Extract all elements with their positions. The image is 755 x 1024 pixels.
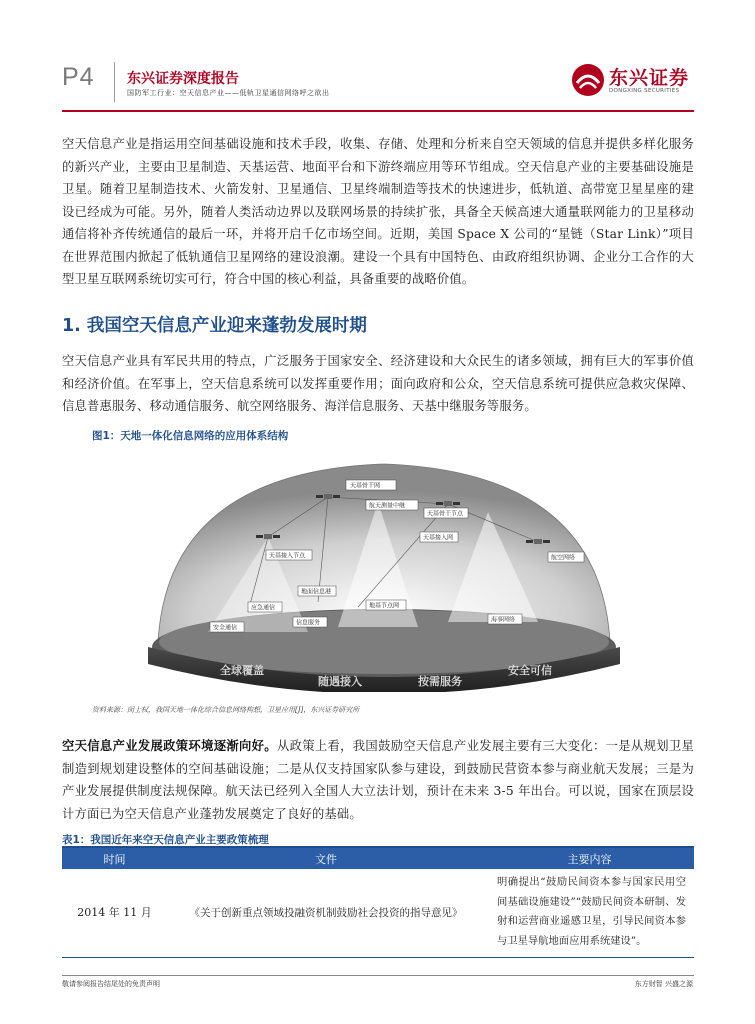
intro-paragraph: 空天信息产业是指运用空间基础设施和技术手段，收集、存储、处理和分析来自空天领域的信息并提供多样化服务的新兴产业，主要由卫星制造、天基运营、地面平台和下游终端应用等环节组成。空天信息产业的主要基础设施是卫星。随着卫星制造技术、火箭发射、卫星通信、卫星终端制造等技术的快速进步，低轨道、高带宽卫星星座的建设已经成为可能。另外，随着人类活动边界以及联网场景的持续扩张，具备全天候高速大通量联网能力的卫星移动通信将补齐传统通信的最后一环，并将开启千亿市场空间。近期，美国 Space X 公司的“星链（Star Link）”项目在世界范围内掀起了低轨通信卫星网络的建设浪潮。建设一个具有中国特色、由政府组织协调、企业分工合作的大型卫星互联网系统切实可行，符合中国的核心利益，具备重要的战略价值。: [62, 137, 694, 286]
figure-caption: 图1：天地一体化信息网络的应用体系结构: [92, 430, 289, 442]
label-emergency: 应急通信: [251, 604, 276, 612]
cell-main: 明确提出“鼓励民间资本参与国家民用空间基础设施建设”“鼓励民间资本研制、发射和运营商业遥感卫星，引导民间资本参与卫星导航地面应用系统建设”。: [497, 876, 686, 947]
table-header: [62, 848, 694, 869]
header-separator: [114, 62, 115, 102]
label-backbone-node: 天基骨干节点: [427, 510, 464, 518]
band-text-4: 安全可信: [508, 664, 552, 677]
logo-subtext: DONGXING SECURITIES: [609, 88, 680, 94]
section-heading: 1. 我国空天信息产业迎来蓬勃发展时期: [62, 316, 367, 336]
band-text-3: 按需服务: [418, 675, 462, 688]
band-text-1: 全球覆盖: [220, 664, 264, 677]
label-access: 天基接入网: [423, 534, 454, 542]
company-logo: [571, 60, 691, 102]
policy-body: 从政策上看，我国鼓励空天信息产业发展主要有三大变化：一是从规划卫星制造到规划建设整体的空间基础设施；二是从仅支持国家队参与建设，到鼓励民营资本参与商业航天发展；三是为产业发展提供制度法规保障。航天法已经列入全国人大立法计划，预计在未来 3-5 年出台。可以说，国家在顶层设计方面已为空天信息产业蓬勃发展奠定了良好的基础。: [62, 739, 694, 821]
label-air-net: 航空网络: [551, 554, 576, 562]
figure-source: 资料来源：闵士权，我国天地一体化综合信息网络构想，卫星应用[J]，东兴证券研究所: [92, 706, 360, 714]
label-access-node: 天基接入节点: [269, 552, 306, 560]
policy-paragraph: [62, 735, 694, 825]
cell-doc: 《关于创新重点领域投融资机制鼓励社会投资的指导意见》: [189, 907, 463, 919]
logo-text: 东兴证券: [609, 67, 690, 89]
label-ground-node: 地基节点网: [369, 602, 400, 610]
band-text-2: 随遇接入: [318, 675, 362, 688]
section-paragraph: 空天信息产业具有军民共用的特点，广泛服务于国家安全、经济建设和大众民生的诸多领域，拥有巨大的军事价值和经济价值。在军事上，空天信息系统可以发挥重要作用；面向政府和公众，空天信息系统可提供应急救灾保障、信息普惠服务、移动通信服务、航空网络服务、海洋信息服务、天基中继服务等服务。: [62, 354, 694, 413]
label-backbone: 天基骨干网: [350, 482, 381, 490]
label-security: 安全通信: [213, 624, 238, 632]
table-row: [62, 869, 694, 955]
header-rule: [62, 110, 694, 112]
page-number: P4: [62, 63, 95, 91]
label-ground-center: 地面信息港: [301, 588, 332, 596]
report-title: 东兴证券深度报告: [127, 71, 239, 87]
report-subtitle: 国防军工行业：空天信息产业——低轨卫星通信网络呼之欲出: [127, 89, 330, 97]
label-relay: 航天测量中继: [369, 502, 406, 510]
label-ocean: 海事网络: [491, 616, 516, 624]
logo-mark-icon: [571, 63, 605, 97]
table-caption: 表1：我国近年来空天信息产业主要政策梳理: [62, 834, 269, 846]
cell-time: 2014 年 11 月: [77, 906, 152, 919]
header-time: 时间: [103, 853, 126, 866]
table-bottom-rule: [62, 957, 694, 958]
network-architecture-diagram: [128, 452, 640, 692]
footer-rule: [62, 975, 694, 976]
label-info-service: 信息服务: [296, 619, 321, 627]
header-doc: 文件: [315, 853, 337, 866]
footer-slogan: 东方财智 兴盛之源: [634, 980, 693, 988]
policy-lead: 空天信息产业发展政策环境逐渐向好。: [62, 739, 277, 753]
header-main: 主要内容: [567, 853, 612, 866]
footer-disclaimer: 敬请参阅报告结尾处的免责声明: [62, 980, 160, 988]
